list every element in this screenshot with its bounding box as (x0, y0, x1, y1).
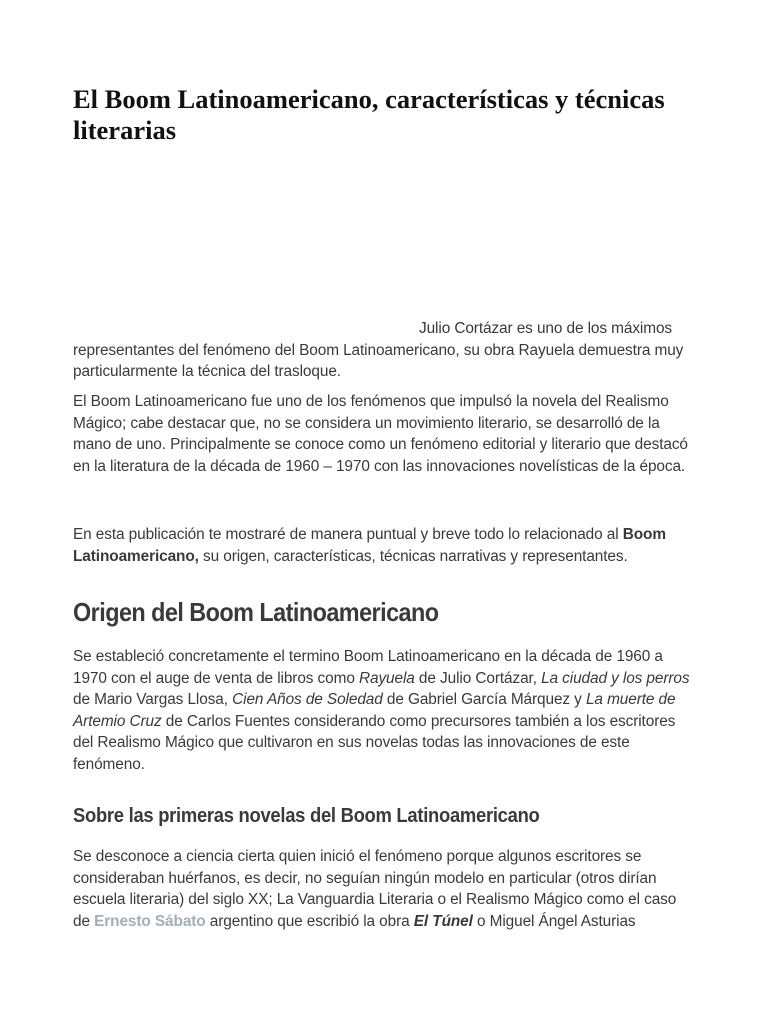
publication-bold: Boom Latinoamericano, (73, 526, 666, 565)
publication-before: En esta publicación te mostraré de manera puntual y breve todo lo relacionado al (73, 526, 623, 543)
caption-line1: Julio Cortázar es uno de los máximos (419, 320, 673, 337)
sobre-text-2: argentino que escribió la obra (205, 912, 414, 930)
sobre-text-1: Se desconoce a ciencia cierta quien inició el fenómeno porque algunos escritores se consideraban huérfanos, es decir, no seguían ningún modelo en particular (otros dirían escuela literaria) del siglo XX; La Vanguardia Literaria o el Realismo Mágico como el caso de (73, 848, 677, 930)
origen-text-1: Se estableció concretamente el termino Boom Latinoamericano en la década de 1960 a 1970 con el auge de venta de libros como (73, 648, 663, 687)
origen-heading: Origen del Boom Latinoamericano (73, 597, 439, 627)
origen-paragraph (73, 646, 693, 776)
book-artemio-cruz: La muerte de Artemio Cruz (73, 691, 676, 730)
sobre-paragraph (73, 846, 693, 932)
book-el-tunel: El Túnel (413, 912, 473, 930)
book-cien-anos: Cien Años de Soledad (232, 691, 383, 709)
publication-paragraph (73, 524, 693, 567)
book-rayuela: Rayuela (358, 669, 415, 687)
origen-text-2: de Julio Cortázar, (414, 669, 542, 687)
intro-paragraph: El Boom Latinoamericano fue uno de los fenómenos que impulsó la novela del Realismo Mágico; cabe destacar que, no se considera un movimiento literario, se desarrolló de la mano de uno. Principalmente se conoce como un fenómeno editorial y literario que destacó en la literatura de la década de 1960 – 1970 con las innovaciones novelísticas de la época. (73, 393, 688, 475)
caption-rest: representantes del fenómeno del Boom Latinoamericano, su obra Rayuela demuestra muy particularmente la técnica del trasloque. (73, 341, 684, 381)
article-title: El Boom Latinoamericano, características y técnicas literarias (73, 84, 665, 145)
origen-text-4: de Gabriel García Márquez y (382, 691, 586, 709)
sobre-heading: Sobre las primeras novelas del Boom Latinoamericano (73, 805, 540, 827)
book-la-ciudad-y-los-perros: La ciudad y los perros (541, 669, 690, 687)
ernesto-sabato-link[interactable]: Ernesto Sábato (94, 912, 206, 930)
origen-text-5: de Carlos Fuentes considerando como precursores también a los escritores del Realismo Mágico que cultivaron en sus novelas todas las innovaciones de este fenómeno. (73, 712, 676, 773)
image-caption (73, 318, 693, 383)
sobre-text-3: o Miguel Ángel Asturias (472, 912, 636, 930)
publication-after: su origen, características, técnicas narrativas y representantes. (198, 547, 628, 565)
origen-text-3: de Mario Vargas Llosa, (73, 691, 233, 709)
